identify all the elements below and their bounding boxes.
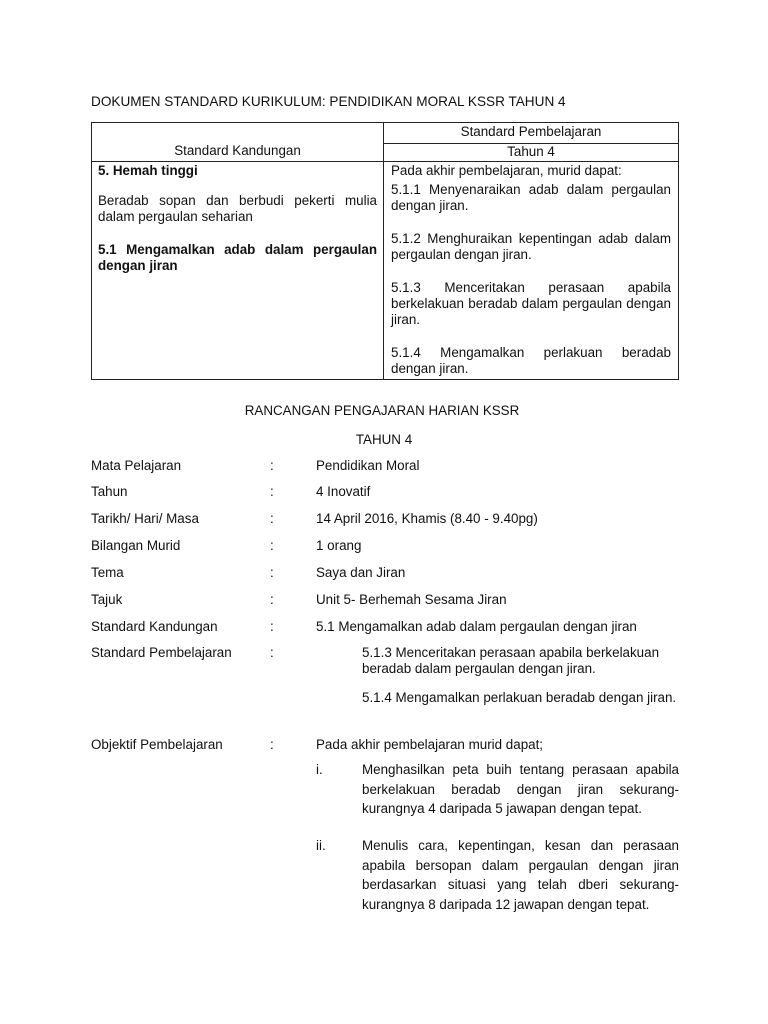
row-label: Tarikh/ Hari/ Masa <box>91 511 199 526</box>
row-label: Standard Kandungan <box>91 619 218 634</box>
header-tahun: Tahun 4 <box>384 143 679 161</box>
row-label: Bilangan Murid <box>91 538 181 553</box>
row-value: 14 April 2016, Khamis (8.40 - 9.40pg) <box>316 511 538 526</box>
row-value: Pendidikan Moral <box>316 458 420 473</box>
row-colon: : <box>270 484 274 499</box>
row-colon: : <box>270 538 274 553</box>
row-value: 1 orang <box>316 538 362 553</box>
row-label: Objektif Pembelajaran <box>91 737 223 752</box>
row-colon: : <box>270 458 274 473</box>
objektif-intro: Pada akhir pembelajaran murid dapat; <box>316 737 544 752</box>
row-value: 5.1 Mengamalkan adab dalam pergaulan dengan jiran <box>316 619 637 634</box>
row-label: Tema <box>91 565 124 580</box>
sk-statement: 5.1 Mengamalkan adab dalam pergaulan dengan jiran <box>98 242 377 273</box>
header-standard-pembelajaran: Standard Pembelajaran <box>384 123 679 144</box>
sk-heading: 5. Hemah tinggi <box>98 163 198 178</box>
document-title: DOKUMEN STANDARD KURIKULUM: PENDIDIKAN MORAL KSSR TAHUN 4 <box>91 94 566 109</box>
standard-table <box>91 122 679 380</box>
rph-title: RANCANGAN PENGAJARAN HARIAN KSSR <box>244 403 520 418</box>
row-colon: : <box>270 619 274 634</box>
rph-year: TAHUN 4 <box>355 432 413 447</box>
sp-item: 5.1.4 Mengamalkan perlakuan beradab dengan jiran. <box>391 345 671 376</box>
sp-item: 5.1.2 Menghuraikan kepentingan adab dalam pergaulan dengan jiran. <box>391 231 671 262</box>
sp-item: 5.1.1 Menyenaraikan adab dalam pergaulan dengan jiran. <box>391 182 671 213</box>
objective-number: ii. <box>316 838 326 853</box>
standard-kandungan-cell <box>92 162 384 380</box>
sp-item: 5.1.3 Menceritakan perasaan apabila berkelakuan beradab dalam pergaulan dengan jiran. <box>362 645 660 676</box>
row-colon: : <box>270 645 274 660</box>
row-colon: : <box>270 511 274 526</box>
row-value: 4 Inovatif <box>316 484 371 499</box>
row-colon: : <box>270 565 274 580</box>
sk-description: Beradab sopan dan berbudi pekerti mulia dalam pergaulan seharian <box>98 193 377 224</box>
row-label: Tajuk <box>91 592 123 607</box>
row-label: Mata Pelajaran <box>91 458 182 473</box>
objective-text: Menghasilkan peta buih tentang perasaan apabila berkelakuan beradab dengan jiran sekurang-kurangnya 4 daripada 5 jawapan dengan tepat. <box>362 762 679 816</box>
standard-pembelajaran-cell <box>384 162 679 380</box>
row-label: Tahun <box>91 484 128 499</box>
row-colon: : <box>270 592 274 607</box>
header-standard-kandungan: Standard Kandungan <box>92 123 384 162</box>
row-colon: : <box>270 737 274 752</box>
sp-item: 5.1.3 Menceritakan perasaan apabila berkelakuan beradab dalam pergaulan dengan jiran. <box>391 280 671 327</box>
objective-text: Menulis cara, kepentingan, kesan dan perasaan apabila bersopan dalam pergaulan dengan jiran berdasarkan situasi yang telah dberi sekurang-kurangnya 8 daripada 12 jawapan dengan tepat. <box>362 838 679 912</box>
row-label: Standard Pembelajaran <box>91 645 232 660</box>
sp-item: 5.1.4 Mengamalkan perlakuan beradab dengan jiran. <box>362 690 677 705</box>
row-value: Unit 5- Berhemah Sesama Jiran <box>316 592 507 607</box>
objective-number: i. <box>316 762 323 777</box>
sp-intro: Pada akhir pembelajaran, murid dapat: <box>391 163 622 178</box>
row-value: Saya dan Jiran <box>316 565 406 580</box>
